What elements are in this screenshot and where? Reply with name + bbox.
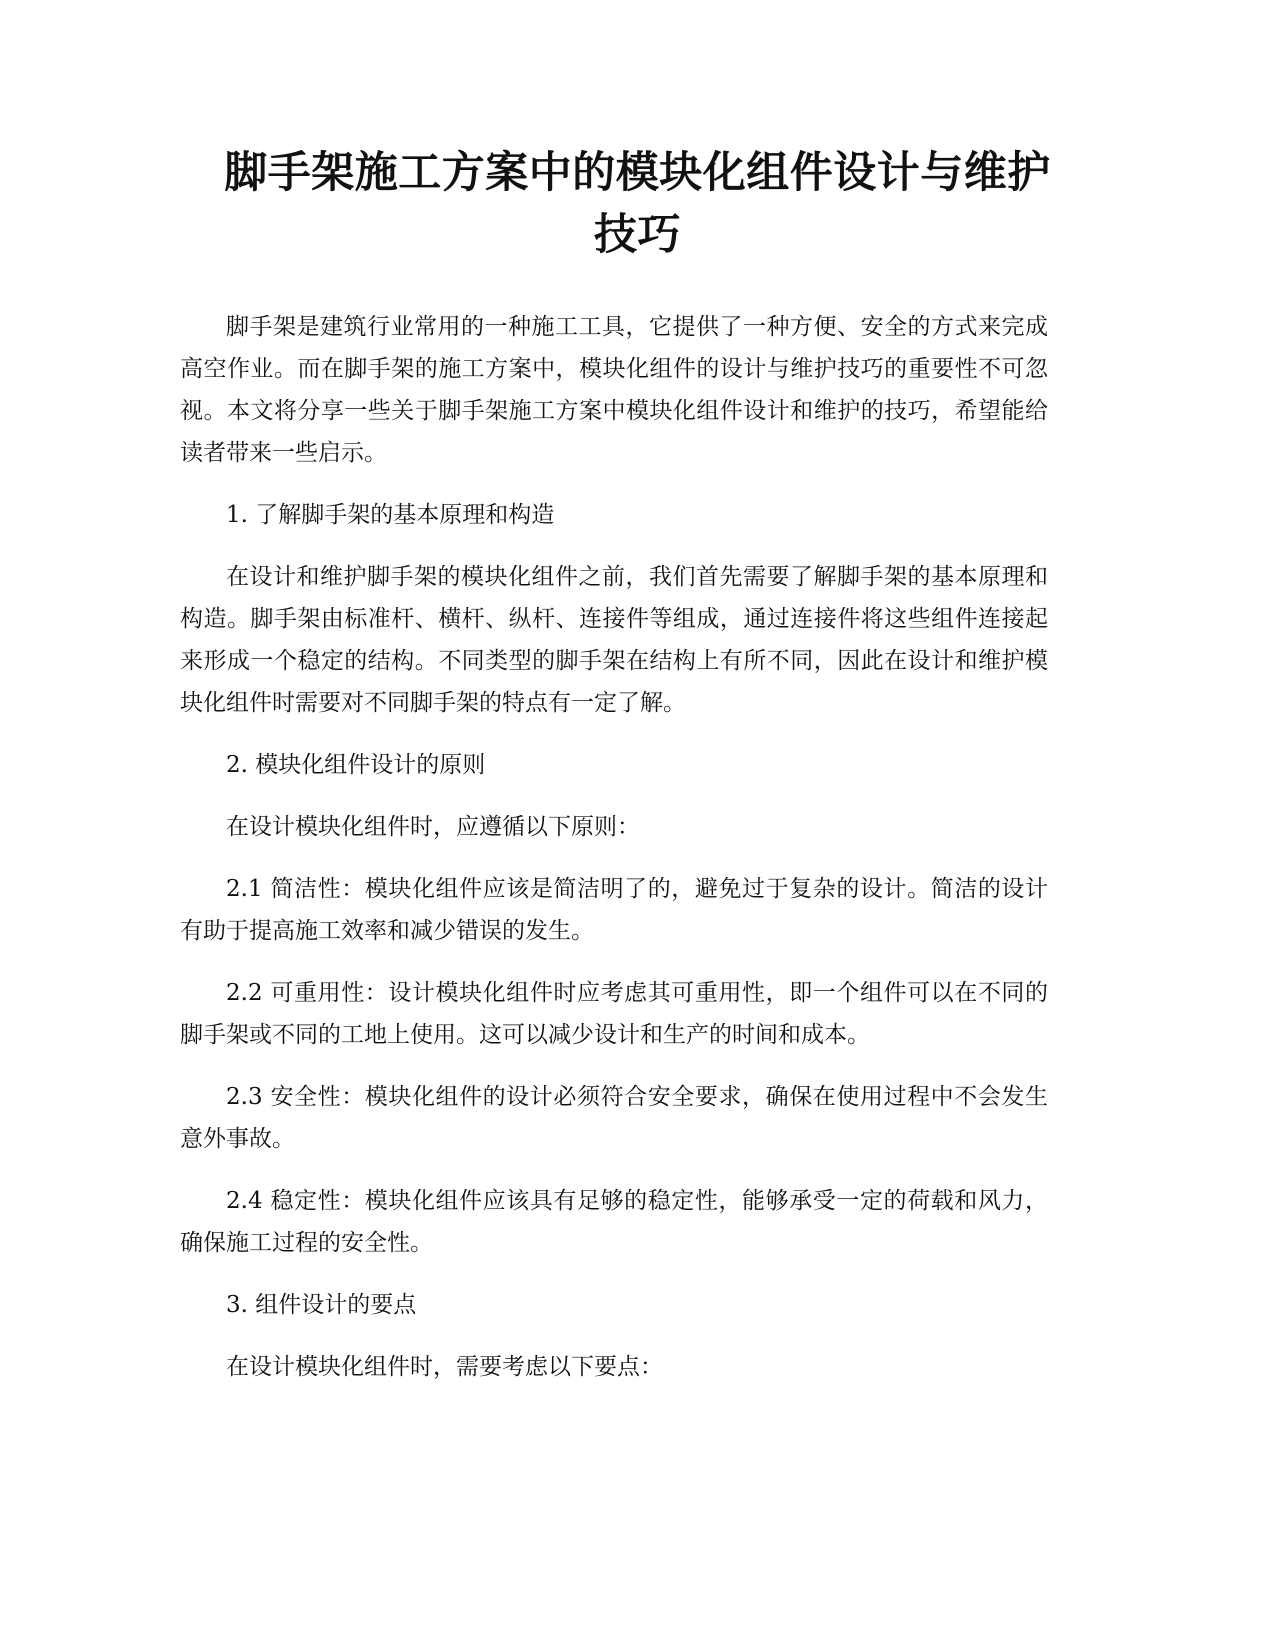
principle-2-1: 2.1 简洁性：模块化组件应该是简洁明了的，避免过于复杂的设计。简洁的设计有助于提高施工效率和减少错误的发生。 — [180, 876, 1048, 944]
title-line-1: 脚手架施工方案中的模块化组件设计与维护 — [224, 148, 1051, 198]
title-line-2: 技巧 — [594, 210, 681, 260]
intro-paragraph: 脚手架是建筑行业常用的一种施工工具，它提供了一种方便、安全的方式来完成高空作业。而在脚手架的施工方案中，模块化组件的设计与维护技巧的重要性不可忽视。本文将分享一些关于脚手架施工方案中模块化组件设计和维护的技巧，希望能给读者带来一些启示。 — [180, 314, 1048, 466]
document-title — [180, 142, 1095, 266]
principle-2-4: 2.4 稳定性：模块化组件应该具有足够的稳定性，能够承受一定的荷载和风力，确保施工过程的安全性。 — [180, 1188, 1048, 1256]
document-body — [180, 306, 1048, 1408]
principle-2-2: 2.2 可重用性：设计模块化组件时应考虑其可重用性，即一个组件可以在不同的脚手架或不同的工地上使用。这可以减少设计和生产的时间和成本。 — [180, 980, 1048, 1048]
section-3-intro: 在设计模块化组件时，需要考虑以下要点： — [226, 1354, 663, 1380]
section-heading-1: 1. 了解脚手架的基本原理和构造 — [226, 502, 555, 528]
section-2-intro: 在设计模块化组件时，应遵循以下原则： — [226, 814, 640, 840]
section-heading-3: 3. 组件设计的要点 — [226, 1292, 417, 1318]
section-heading-2: 2. 模块化组件设计的原则 — [226, 752, 486, 778]
section-1-paragraph: 在设计和维护脚手架的模块化组件之前，我们首先需要了解脚手架的基本原理和构造。脚手架由标准杆、横杆、纵杆、连接件等组成，通过连接件将这些组件连接起来形成一个稳定的结构。不同类型的脚手架在结构上有所不同，因此在设计和维护模块化组件时需要对不同脚手架的特点有一定了解。 — [180, 564, 1048, 716]
principle-2-3: 2.3 安全性：模块化组件的设计必须符合安全要求，确保在使用过程中不会发生意外事故。 — [180, 1084, 1048, 1152]
